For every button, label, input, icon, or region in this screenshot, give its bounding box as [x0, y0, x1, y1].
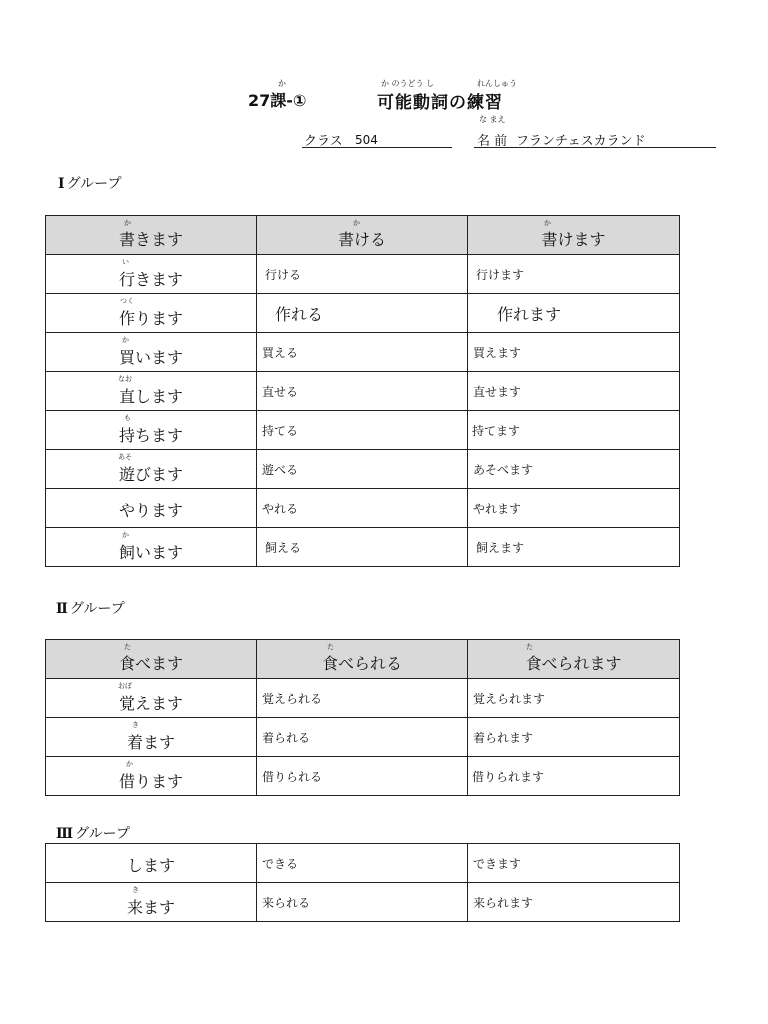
answer-cell[interactable] — [468, 844, 680, 883]
potential-answer[interactable]: 行ける — [265, 267, 302, 282]
table-row — [46, 757, 680, 796]
header-potential-cell — [257, 216, 468, 255]
answer-cell[interactable] — [257, 679, 468, 718]
polite-answer[interactable]: 持てます — [472, 423, 521, 438]
answer-cell[interactable] — [468, 757, 680, 796]
dict-form: 借ります — [118, 771, 183, 791]
furigana: か — [126, 760, 133, 768]
topic-ruby-1: か のうどう し — [381, 79, 435, 88]
answer-cell[interactable] — [257, 844, 468, 883]
worksheet-topic: 可能動詞の練習 — [377, 93, 503, 113]
furigana: か — [544, 219, 551, 227]
answer-cell[interactable] — [468, 372, 680, 411]
answer-cell[interactable] — [468, 294, 680, 333]
class-label: クラス — [304, 134, 343, 149]
dict-cell — [46, 450, 257, 489]
topic-ruby-2: れんしゅう — [477, 79, 517, 88]
group-3-table — [45, 843, 680, 922]
potential-answer[interactable]: 覚えられる — [262, 691, 323, 706]
header-potential-cell — [257, 640, 468, 679]
answer-cell[interactable] — [257, 757, 468, 796]
furigana: き — [132, 721, 139, 729]
potential-answer[interactable]: 来られる — [262, 895, 311, 910]
group-3-text: グループ — [75, 826, 130, 842]
dict-form: します — [126, 855, 175, 875]
answer-cell[interactable] — [468, 489, 680, 528]
answer-cell[interactable] — [257, 294, 468, 333]
dict-form: 行きます — [118, 269, 183, 289]
answer-cell[interactable] — [468, 679, 680, 718]
dict-form: 作ります — [118, 308, 183, 328]
table-row — [46, 844, 680, 883]
answer-cell[interactable] — [257, 333, 468, 372]
group-2-text: グループ — [69, 601, 125, 617]
furigana: た — [124, 643, 131, 651]
answer-cell[interactable] — [257, 489, 468, 528]
group-1-numeral: Ⅰ — [58, 176, 65, 192]
furigana: た — [327, 643, 334, 651]
potential-answer[interactable]: 借りられる — [262, 769, 323, 784]
potential-answer[interactable]: 作れる — [275, 304, 324, 324]
header-dict-cell — [46, 216, 257, 255]
dict-cell — [46, 372, 257, 411]
answer-cell[interactable] — [257, 255, 468, 294]
dict-cell — [46, 255, 257, 294]
polite-answer[interactable]: 買えます — [473, 345, 522, 360]
polite-potential-form: 書けます — [541, 229, 606, 249]
dict-cell — [46, 333, 257, 372]
polite-answer[interactable]: 行けます — [476, 267, 525, 282]
polite-answer[interactable]: 覚えられます — [473, 691, 546, 706]
polite-answer[interactable]: できます — [473, 856, 522, 871]
answer-cell[interactable] — [468, 411, 680, 450]
group-2-table — [45, 639, 680, 796]
answer-cell[interactable] — [257, 450, 468, 489]
group-1-text: グループ — [66, 176, 122, 192]
group-1-label — [58, 173, 121, 193]
potential-answer[interactable]: 飼える — [265, 540, 302, 555]
answer-cell[interactable] — [468, 450, 680, 489]
dict-form: 直します — [118, 386, 183, 406]
lesson-ruby: か — [278, 79, 286, 88]
table-row — [46, 372, 680, 411]
table-row — [46, 528, 680, 567]
dict-cell — [46, 411, 257, 450]
dict-form: 着ます — [126, 732, 175, 752]
answer-cell[interactable] — [468, 718, 680, 757]
group-2-numeral: Ⅱ — [56, 601, 68, 617]
polite-answer[interactable]: 飼えます — [476, 540, 525, 555]
polite-answer[interactable]: 直せます — [473, 384, 522, 399]
potential-answer[interactable]: 持てる — [262, 423, 299, 438]
class-value[interactable]: 504 — [355, 133, 378, 147]
answer-cell[interactable] — [257, 718, 468, 757]
worksheet-title — [0, 79, 768, 113]
table-row — [46, 883, 680, 922]
answer-cell[interactable] — [257, 411, 468, 450]
furigana: か — [353, 219, 360, 227]
polite-answer[interactable]: やれます — [473, 501, 522, 516]
answer-cell[interactable] — [257, 528, 468, 567]
polite-answer[interactable]: 借りられます — [472, 769, 545, 784]
table-row — [46, 294, 680, 333]
lesson-number: 27課-① — [248, 91, 307, 110]
table-header-row — [46, 216, 680, 255]
group-2-label — [56, 598, 125, 618]
potential-answer[interactable]: 遊べる — [262, 462, 299, 477]
answer-cell[interactable] — [257, 883, 468, 922]
furigana: き — [132, 886, 139, 894]
header-polite-cell — [468, 640, 680, 679]
dict-cell — [46, 679, 257, 718]
dict-form: 書きます — [118, 229, 183, 249]
table-row — [46, 450, 680, 489]
name-ruby: な まえ — [479, 115, 506, 124]
dict-form: 食べます — [118, 653, 183, 673]
header-dict-cell — [46, 640, 257, 679]
class-underline — [302, 147, 452, 148]
name-label: 名 前 — [477, 134, 508, 149]
furigana: か — [122, 531, 129, 539]
table-row — [46, 411, 680, 450]
polite-answer[interactable]: 着られます — [473, 730, 534, 745]
dict-form: 覚えます — [118, 693, 183, 713]
furigana: か — [122, 336, 129, 344]
table-row — [46, 255, 680, 294]
potential-form: 書ける — [337, 229, 386, 249]
group-3-numeral: Ⅲ — [56, 826, 74, 842]
answer-cell[interactable] — [468, 255, 680, 294]
furigana: あそ — [118, 453, 132, 461]
dict-form: 買います — [118, 347, 183, 367]
dict-cell — [46, 489, 257, 528]
dict-cell — [46, 844, 257, 883]
table-header-row — [46, 640, 680, 679]
dict-form: 遊びます — [118, 464, 183, 484]
table-row — [46, 718, 680, 757]
polite-potential-form: 食べられます — [525, 653, 622, 673]
furigana: つく — [120, 297, 134, 305]
polite-answer[interactable]: 作れます — [497, 304, 562, 324]
name-underline — [474, 147, 716, 148]
potential-answer[interactable]: 着られる — [262, 730, 311, 745]
dict-form: やります — [118, 500, 183, 520]
dict-cell — [46, 757, 257, 796]
name-value[interactable]: フランチェスカランド — [516, 134, 646, 149]
answer-cell[interactable] — [468, 883, 680, 922]
dict-cell — [46, 294, 257, 333]
dict-form: 飼います — [118, 542, 183, 562]
dict-cell — [46, 883, 257, 922]
dict-form: 来ます — [126, 897, 175, 917]
potential-answer[interactable]: やれる — [262, 501, 299, 516]
potential-answer[interactable]: 直せる — [262, 384, 299, 399]
table-row — [46, 679, 680, 718]
furigana: た — [526, 643, 533, 651]
polite-answer[interactable]: 来られます — [473, 895, 534, 910]
group-1-table — [45, 215, 680, 567]
dict-form: 持ちます — [118, 425, 183, 445]
answer-cell[interactable] — [468, 528, 680, 567]
answer-cell[interactable] — [257, 372, 468, 411]
dict-cell — [46, 718, 257, 757]
answer-cell[interactable] — [468, 333, 680, 372]
polite-answer[interactable]: あそべます — [473, 462, 534, 477]
furigana: も — [124, 414, 131, 422]
table-row — [46, 333, 680, 372]
dict-cell — [46, 528, 257, 567]
furigana: い — [122, 258, 129, 266]
furigana: なお — [118, 375, 132, 383]
potential-answer[interactable]: できる — [262, 856, 299, 871]
table-row — [46, 489, 680, 528]
header-polite-cell — [468, 216, 680, 255]
potential-answer[interactable]: 買える — [262, 345, 299, 360]
group-3-label — [56, 823, 130, 843]
furigana: か — [124, 219, 131, 227]
potential-form: 食べられる — [321, 653, 402, 673]
furigana: おぼ — [118, 682, 132, 690]
